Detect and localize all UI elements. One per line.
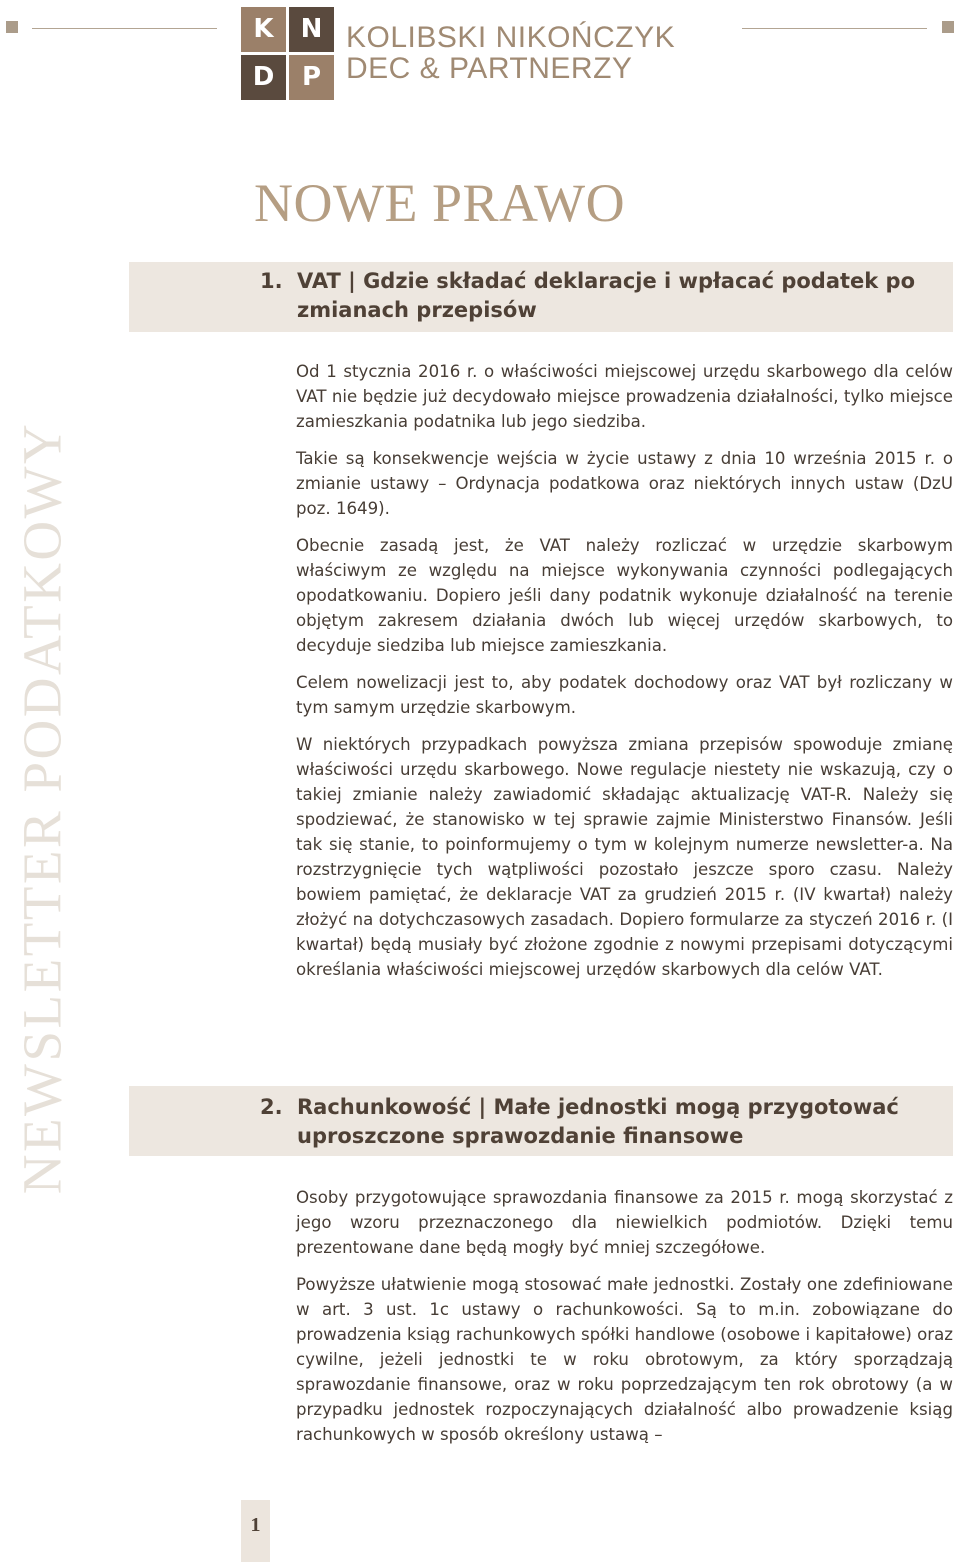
section-1-paragraph: Celem nowelizacji jest to, aby podatek dochodowy oraz VAT był rozliczany w tym samym urzędzie skarbowym. [296, 673, 953, 717]
logo-letter-k: K [241, 7, 286, 52]
header-square-right [942, 21, 954, 33]
logo-letter-d: D [241, 55, 286, 100]
page-number: 1 [250, 1514, 261, 1536]
firm-logo [241, 7, 334, 100]
logo-letter-p: P [289, 55, 334, 100]
section-1-title: VAT | Gdzie składać deklaracje i wpłacać podatek po zmianach przepisów [297, 269, 916, 322]
section-1-body [296, 359, 953, 994]
side-title: NEWSLETTER PODATKOWY [11, 421, 73, 1195]
firm-name-line-2: DEC & PARTNERZY [346, 52, 633, 85]
header-square-left [6, 21, 18, 33]
section-2-paragraph: Osoby przygotowujące sprawozdania finansowe za 2015 r. mogą skorzystać z jego wzoru przeznaczonego dla niewielkich podmiotów. Dzięki temu prezentowane dane będą mogły być mniej szczegółowe. [296, 1188, 953, 1257]
section-2-title: Rachunkowość | Małe jednostki mogą przygotować uproszczone sprawozdanie finansowe [297, 1095, 899, 1148]
firm-name-line-1: KOLIBSKI NIKOŃCZYK [346, 21, 676, 54]
section-2-paragraph: Powyższe ułatwienie mogą stosować małe jednostki. Zostały one zdefiniowane w art. 3 ust. 1c ustawy o rachunkowości. Są to m.in. zobowiązane do prowadzenia ksiąg rachunkowych spółki handlowe (osobowe i kapitałowe) oraz cywilne, jeżeli jednostki te w roku obrotowym, za który sporządzają sprawozdanie finansowe, oraz w roku poprzedzającym ten rok obrotowy (a w przypadku jednostek rozpoczynających działalność albo prowadzenie ksiąg rachunkowych w sposób określony ustawą – [296, 1275, 953, 1444]
header-rule-left [32, 28, 217, 29]
section-1-number: 1. [260, 269, 283, 293]
page-number-box [241, 1500, 270, 1562]
header-rule-right [742, 28, 927, 29]
section-2-body [296, 1185, 953, 1459]
section-1-paragraph: W niektórych przypadkach powyższa zmiana przepisów spowoduje zmianę właściwości urzędu skarbowego. Nowe regulacje niestety nie wskazują, czy o takiej zmianie należy zawiadomić składając aktualizację VAT-R. Należy się spodziewać, że stanowisko w tej sprawie zajmie Ministerstwo Finansów. Jeśli tak się stanie, to poinformujemy o tym w kolejnym numerze newsletter-a. Na rozstrzygnięcie tych wątpliwości pozostało jeszcze sporo czasu. Należy bowiem pamiętać, że deklaracje VAT za grudzień 2015 r. (IV kwartał) należy złożyć na dotychczasowych zasadach. Dopiero formularze za styczeń 2016 r. (I kwartał) będą musiały być złożone zgodnie z nowymi przepisami dotyczącymi określania właściwości miejscowej urzędów skarbowych dla celów VAT. [296, 735, 953, 979]
section-1-paragraph: Od 1 stycznia 2016 r. o właściwości miejscowej urzędu skarbowego dla celów VAT nie będzie już decydowało miejsce prowadzenia działalności, tylko miejsce zamieszkania podatnika lub jego siedziba. [296, 362, 953, 431]
logo-letter-n: N [289, 7, 334, 52]
section-1-paragraph: Takie są konsekwencje wejścia w życie ustawy z dnia 10 września 2015 r. o zmianie ustawy – Ordynacja podatkowa oraz niektórych innych ustaw (DzU poz. 1649). [296, 449, 953, 518]
section-2-number: 2. [260, 1095, 283, 1119]
firm-name [346, 22, 675, 84]
section-1-paragraph: Obecnie zasadą jest, że VAT należy rozliczać w urzędzie skarbowym właściwym ze względu na miejsce wykonywania czynności podlegających opodatkowaniu. Dopiero jeśli dany podatnik wykonuje działalność na terenie objętym zakresem działania dwóch lub więcej urzędów skarbowych, to decyduje siedziba lub miejsce zamieszkania. [296, 536, 953, 655]
page-title: NOWE PRAWO [254, 173, 626, 233]
